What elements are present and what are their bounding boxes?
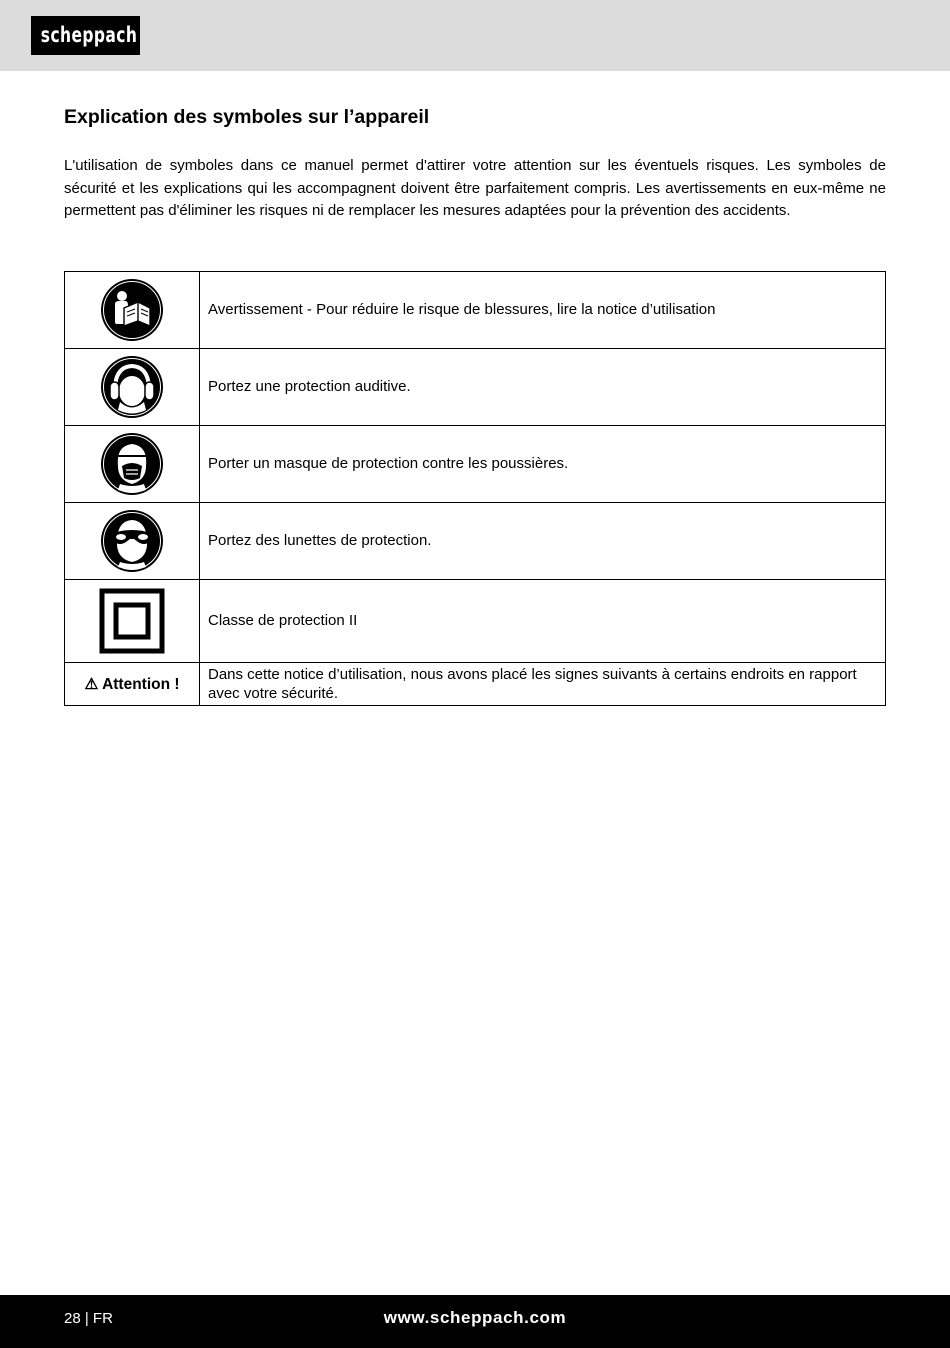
read-manual-icon (100, 278, 164, 342)
intro-paragraph: L'utilisation de symboles dans ce manuel permet d'attirer votre attention sur les éventuels risques. Les symboles de sécurité et les explications qui les accompagnent doivent être parfaitement compris. Les avertissements en eux-même ne permettent pas d'éliminer les risques ni de remplacer les mesures adaptées pour la prévention des accidents. (64, 157, 886, 220)
symbol-description: Avertissement - Pour réduire le risque de blessures, lire la notice d’utilisation (200, 272, 886, 349)
protection-class-ii-icon (99, 588, 165, 654)
symbol-description: Portez une protection auditive. (200, 349, 886, 426)
dust-mask-icon (100, 432, 164, 496)
website-link[interactable]: www.scheppach.com (383, 1308, 567, 1327)
page-number: 28 | FR (64, 1310, 113, 1327)
symbol-row (65, 503, 886, 580)
safety-goggles-icon (100, 509, 164, 573)
symbol-description: Porter un masque de protection contre les poussières. (200, 426, 886, 503)
symbol-row (65, 349, 886, 426)
symbol-row (65, 426, 886, 503)
symbols-table (64, 271, 886, 706)
attention-label: ⚠ Attention ! (84, 675, 180, 693)
symbol-row (65, 272, 886, 349)
page-title: Explication des symboles sur l’appareil (64, 106, 430, 128)
header-band (0, 0, 950, 71)
scheppach-logo (31, 16, 140, 55)
attention-description: Dans cette notice d’utilisation, nous avons placé les signes suivants à certains endroits en rapport avec votre sécurité. (200, 663, 886, 706)
symbol-row (65, 580, 886, 663)
attention-row (65, 663, 886, 706)
symbol-description: Classe de protection II (200, 580, 886, 663)
ear-protection-icon (100, 355, 164, 419)
logo-text: scheppach (40, 23, 138, 47)
symbol-description: Portez des lunettes de protection. (200, 503, 886, 580)
